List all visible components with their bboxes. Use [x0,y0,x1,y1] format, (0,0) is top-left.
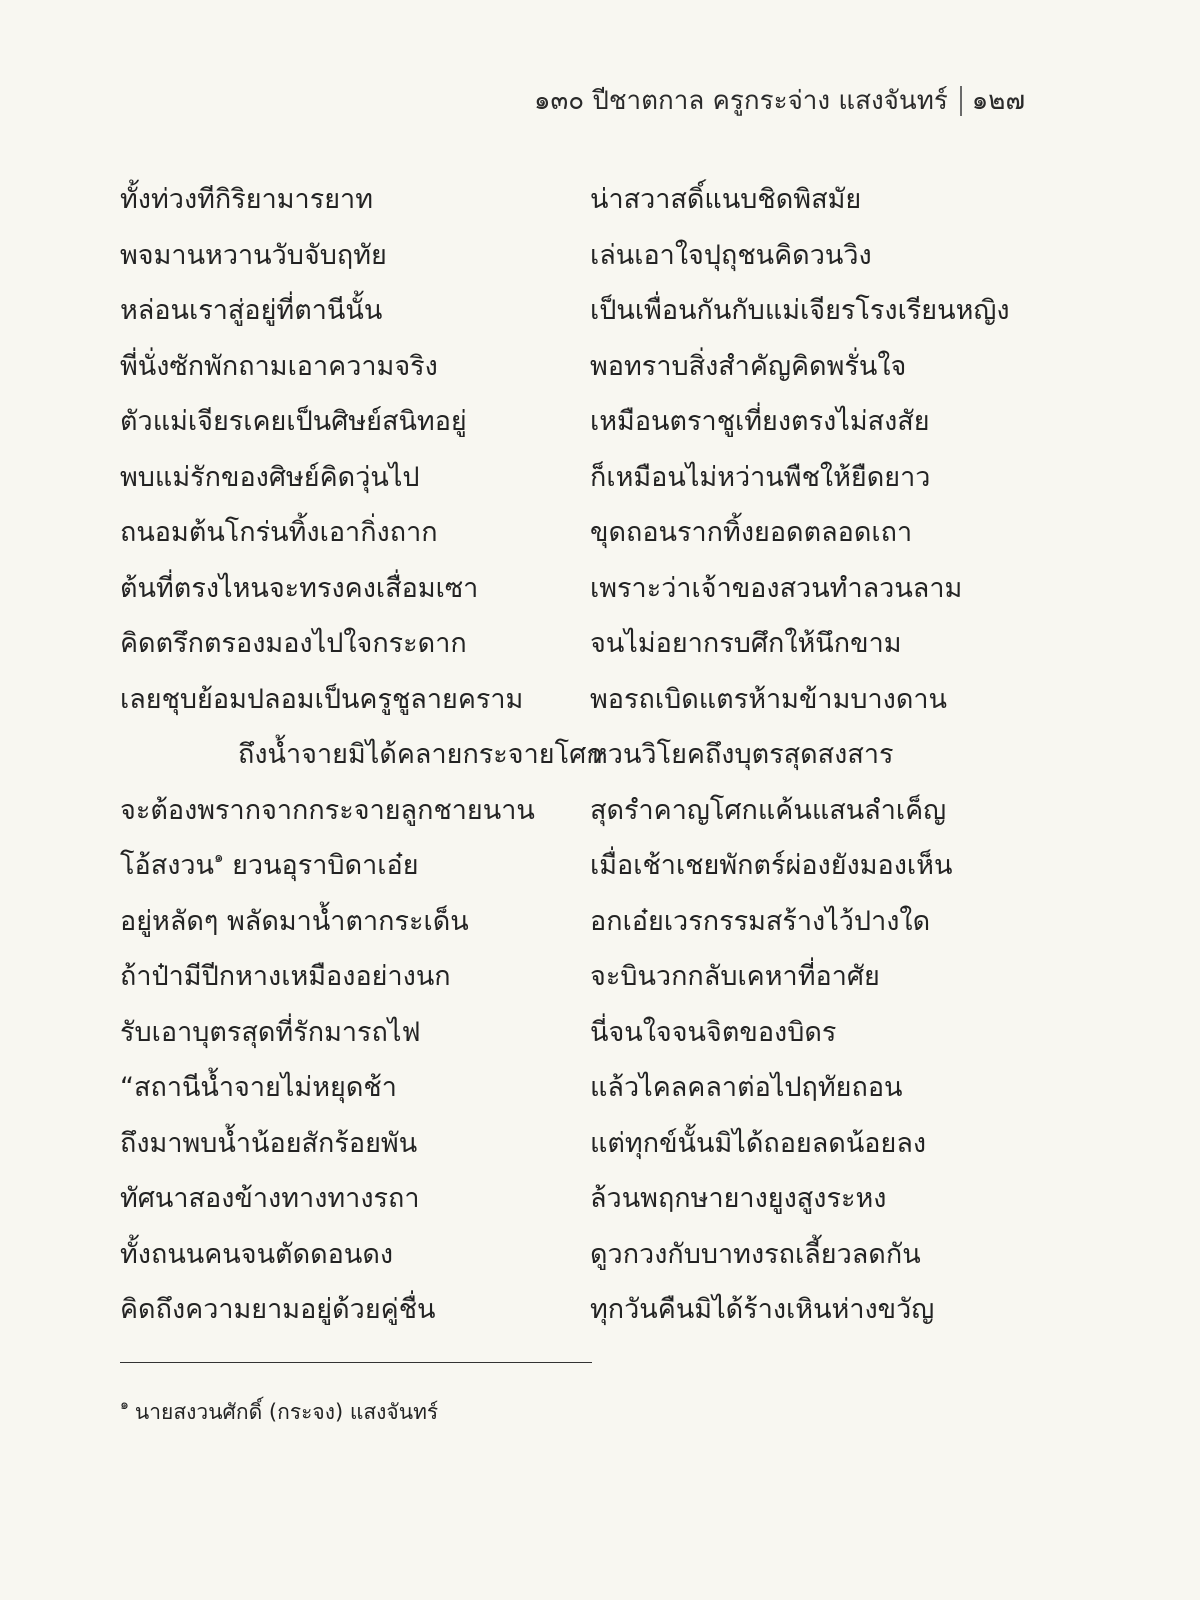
poem-line-left: หล่อนเราสู่อยู่ที่ตานีนั้น [120,295,383,326]
poem-line [120,1060,1020,1116]
poem-line-left: ถึงน้ำจายมิได้คลายกระจายโศก [238,739,603,770]
poem-line-left: พี่นั่งซักพักถามเอาความจริง [120,350,438,382]
poem-line [120,1227,1020,1283]
poem-line-right: ล้วนพฤกษายางยูงสูงระหง [590,1183,887,1214]
running-head [534,80,1025,121]
poem-line-right: พอทราบสิ่งสำคัญคิดพรั่นใจ [590,350,907,382]
poem-line [120,838,1020,894]
poem-line-right: จะบินวกกลับเคหาที่อาศัย [590,961,880,992]
poem-line [120,1282,1020,1338]
poem-line-left: คิดถึงความยามอยู่ด้วยคู่ชื่น [120,1294,436,1325]
poem-line [120,672,1020,728]
poem-line-left [120,838,419,894]
poem-line-right: ดูวกวงกับบาทงรถเลี้ยวลดกัน [590,1238,921,1270]
poem-line-right: น่าสวาสดิ์แนบชิดพิสมัย [590,184,862,215]
poem-line-right: เมื่อเช้าเชยพักตร์ผ่องยังมองเห็น [590,850,953,881]
poem-line-left: รับเอาบุตรสุดที่รักมารถไฟ [120,1016,421,1048]
poem-line-left: ถึงมาพบน้ำน้อยสักร้อยพัน [120,1127,418,1159]
poem-line-left: ทั้งถนนคนจนตัดดอนดง [120,1238,394,1270]
poem-line [120,561,1020,617]
poem-line-right: ทุกวันคืนมิได้ร้างเหินห่างขวัญ [590,1294,935,1325]
poem-line [120,1116,1020,1172]
poem-line [120,450,1020,506]
poem-line [120,616,1020,672]
poem-line-right: หวนวิโยคถึงบุตรสุดสงสาร [590,739,894,770]
poem-line [120,172,1020,228]
header-divider [960,86,962,116]
poem-line-right: เป็นเพื่อนกันกับแม่เจียรโรงเรียนหญิง [590,295,1010,326]
poem-line [120,505,1020,561]
page-number: ๑๒๗ [971,86,1025,116]
poem-line-left: ตัวแม่เจียรเคยเป็นศิษย์สนิทอยู่ [120,406,467,437]
poem-line-left: ถนอมต้นโกร่นทิ้งเอากิ่งถาก [120,517,438,548]
footnote-divider [120,1362,592,1363]
poem-line-left: เลยชุบย้อมปลอมเป็นครูชูลายคราม [120,683,524,715]
poem-line [120,783,1020,839]
book-title: ๑๓๐ ปีชาตกาล ครูกระจ่าง แสงจันทร์ [533,86,948,116]
poem-line [120,339,1020,395]
poem-line-left: ต้นที่ตรงไหนจะทรงคงเสื่อมเซา [120,572,479,604]
poem-line-right: เหมือนตราชูเที่ยงตรงไม่สงสัย [590,406,930,437]
poem-line [120,727,1020,783]
poem-line-right: จนไม่อยากรบศึกให้นึกขาม [590,628,902,659]
poem-line-right: พอรถเบิดแตรห้ามข้ามบางดาน [590,683,948,715]
poem-line-right: อกเอ๋ยเวรกรรมสร้างไว้ปางใด [590,905,931,937]
poem-line-left: ถ้าป๋ามีปีกหางเหมืองอย่างนก [120,961,451,992]
poem-line [120,949,1020,1005]
poem-line-right: เพราะว่าเจ้าของสวนทำลวนลาม [590,572,963,604]
poem-body [120,172,1020,1338]
poem-line-right: ขุดถอนรากทิ้งยอดตลอดเถา [590,517,913,548]
footnote-text: นายสงวนศักดิ์ (กระจง) แสงจันทร์ [134,1400,439,1424]
poem-line [120,394,1020,450]
poem-line-right: เล่นเอาใจปุถุชนคิดวนวิง [590,239,872,271]
poem-line-left: ทั้งท่วงทีกิริยามารยาท [120,184,373,215]
poem-line-right: ก็เหมือนไม่หว่านพืชให้ยืดยาว [590,461,931,493]
poem-line-right: แล้วไคลคลาต่อไปฤทัยถอน [590,1072,903,1103]
poem-line [120,1171,1020,1227]
poem-line-right: แต่ทุกข์นั้นมิได้ถอยลดน้อยลง [590,1127,927,1159]
poem-line-left: อยู่หลัดๆ พลัดมาน้ำตากระเด็น [120,905,469,937]
poem-line-left: จะต้องพรากจากกระจายลูกชายนาน [120,794,535,826]
poem-line-right: นี่จนใจจนจิตของบิดร [590,1016,837,1048]
poem-line-left: คิดตรึกตรองมองไปใจกระดาก [120,628,467,659]
poem-line-left: พจมานหวานวับจับฤทัย [120,239,387,271]
footnote [120,1396,438,1429]
poem-line-left: พบแม่รักของศิษย์คิดวุ่นไป [120,461,420,493]
poem-line-right: สุดรำคาญโศกแค้นแสนลำเค็ญ [590,794,947,826]
footnote-reference: ๑ [214,848,224,866]
poem-line-left: “สถานีน้ำจายไม่หยุดช้า [120,1072,397,1103]
poem-line [120,283,1020,339]
footnote-mark: ๑ [120,1397,129,1413]
poem-line-left: ทัศนาสองข้างทางทางรถา [120,1183,420,1214]
poem-line [120,228,1020,284]
poem-line [120,894,1020,950]
poem-line-left-part: โอ้สงวน [120,850,214,881]
poem-line [120,1005,1020,1061]
poem-line-left-part: ยวนอุราบิดาเอ๋ย [223,850,419,881]
